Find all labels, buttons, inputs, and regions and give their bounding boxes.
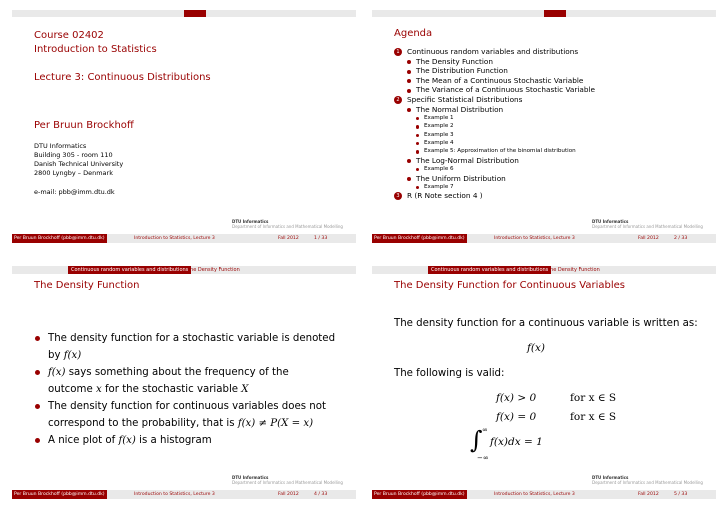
address-line: Danish Technical University — [34, 160, 124, 168]
agenda-example[interactable]: Example 2 — [394, 122, 714, 130]
top-bar — [12, 10, 356, 17]
top-bar — [372, 10, 716, 17]
bullet-item: The density function for a stochastic variable is denoted by f(x) — [34, 330, 344, 364]
bullet-icon — [35, 404, 40, 409]
bullet-icon — [407, 70, 411, 74]
bullet-icon — [407, 60, 411, 64]
course-subject: Introduction to Statistics — [34, 44, 157, 55]
address-line: 2800 Lyngby – Denmark — [34, 169, 113, 177]
bullet-icon — [35, 438, 40, 443]
slide-footer — [372, 490, 716, 499]
agenda-example[interactable]: Example 4 — [394, 139, 714, 147]
bullet-icon — [407, 177, 411, 181]
equation-2-rhs: for x ∈ S — [570, 411, 617, 423]
agenda-example[interactable]: Example 3 — [394, 131, 714, 139]
bullet-icon — [407, 108, 411, 112]
frame-title: The Density Function — [34, 280, 140, 291]
agenda-subsection[interactable]: The Variance of a Continuous Stochastic Variable — [394, 85, 714, 95]
section-navigation — [372, 266, 716, 274]
agenda-example[interactable]: Example 1 — [394, 114, 714, 122]
agenda-subsection[interactable]: The Normal Distribution — [394, 105, 714, 115]
equation-1-rhs: for x ∈ S — [570, 392, 617, 404]
bullet-icon — [407, 89, 411, 93]
equation-1-lhs: f(x) > 0 — [496, 392, 537, 404]
footer-author: Per Bruun Brockhoff (pbb@imm.dtu.dk) — [14, 236, 105, 241]
slide-footer — [372, 234, 716, 243]
footer-title: Introduction to Statistics, Lecture 3 — [134, 492, 215, 497]
top-bar-accent — [544, 10, 566, 17]
bullet-item: A nice plot of f(x) is a histogram — [34, 432, 344, 449]
footer-date: Fall 2012 — [278, 492, 299, 497]
footer-date: Fall 2012 — [278, 236, 299, 241]
slide-agenda — [372, 10, 716, 243]
bullet-item: f(x) says something about the frequency of the outcome x for the stochastic variable X — [34, 364, 344, 398]
integral-lower-limit: −∞ — [477, 454, 489, 462]
agenda-subsection[interactable]: The Density Function — [394, 57, 714, 67]
dtu-logo: DTU Informatics Department of Informatics and Mathematical Modelling — [232, 475, 343, 485]
bullet-icon — [416, 134, 419, 137]
agenda-example[interactable]: Example 7 — [394, 183, 714, 191]
bullet-icon — [416, 186, 419, 189]
slide-density-continuous — [372, 266, 716, 499]
agenda-example[interactable]: Example 6 — [394, 165, 714, 173]
lecture-title: Lecture 3: Continuous Distributions — [34, 72, 211, 83]
footer-page: 2 / 33 — [674, 236, 688, 241]
footer-title: Introduction to Statistics, Lecture 3 — [494, 236, 575, 241]
section-number-badge: 3 — [394, 192, 402, 200]
footer-date: Fall 2012 — [638, 236, 659, 241]
bullet-icon — [407, 79, 411, 83]
address-line: Building 305 - room 110 — [34, 151, 113, 159]
dtu-logo: DTU Informatics Department of Informatics and Mathematical Modelling — [232, 219, 343, 229]
footer-page: 5 / 33 — [674, 492, 688, 497]
bullet-icon — [416, 150, 419, 153]
bullet-icon — [416, 125, 419, 128]
equation-2-lhs: f(x) = 0 — [496, 411, 537, 423]
slide-density-function — [12, 266, 356, 499]
agenda-section[interactable]: 2 Specific Statistical Distributions — [394, 95, 714, 105]
bullet-icon — [416, 117, 419, 120]
course-number: Course 02402 — [34, 30, 104, 41]
nav-subsection-link[interactable]: The Density Function — [187, 267, 240, 273]
integral-upper-limit: ∞ — [482, 426, 488, 434]
dtu-logo: DTU Informatics Department of Informatics and Mathematical Modelling — [592, 219, 703, 229]
slide-title — [12, 10, 356, 243]
top-bar-accent — [184, 10, 206, 17]
integral-sign-icon: ∫ — [470, 426, 483, 454]
slide-footer — [12, 490, 356, 499]
nav-section-link[interactable]: Continuous random variables and distributions — [428, 266, 551, 274]
integral-body: f(x)dx = 1 — [490, 436, 543, 448]
nav-section-link[interactable]: Continuous random variables and distributions — [68, 266, 191, 274]
agenda-example[interactable]: Example 5: Approximation of the binomial distribution — [394, 147, 714, 155]
frame-title: The Density Function for Continuous Variables — [394, 280, 625, 291]
footer-page: 4 / 33 — [314, 492, 328, 497]
agenda-list — [394, 47, 714, 201]
density-symbol: f(x) — [527, 342, 546, 354]
footer-author: Per Bruun Brockhoff (pbb@imm.dtu.dk) — [374, 236, 465, 241]
nav-subsection-link[interactable]: The Density Function — [547, 267, 600, 273]
intro-text: The density function for a continuous variable is written as: — [394, 318, 698, 329]
address-line: DTU Informatics — [34, 142, 87, 150]
footer-page: 1 / 33 — [314, 236, 328, 241]
bullet-icon — [35, 370, 40, 375]
bullet-icon — [416, 142, 419, 145]
footer-date: Fall 2012 — [638, 492, 659, 497]
valid-text: The following is valid: — [394, 368, 505, 379]
agenda-subsection[interactable]: The Log-Normal Distribution — [394, 156, 714, 166]
section-number-badge: 1 — [394, 48, 402, 56]
section-number-badge: 2 — [394, 96, 402, 104]
bullet-item: The density function for continuous variables does not correspond to the probability, that is f(x) ≠ P(X = x) — [34, 398, 344, 432]
slide-footer — [12, 234, 356, 243]
agenda-section[interactable]: 1 Continuous random variables and distributions — [394, 47, 714, 57]
agenda-title: Agenda — [394, 28, 433, 39]
bullet-icon — [416, 168, 419, 171]
bullet-icon — [35, 336, 40, 341]
footer-title: Introduction to Statistics, Lecture 3 — [494, 492, 575, 497]
presenter-name: Per Bruun Brockhoff — [34, 120, 134, 131]
section-navigation — [12, 266, 356, 274]
agenda-subsection[interactable]: The Mean of a Continuous Stochastic Variable — [394, 76, 714, 86]
agenda-section[interactable]: 3 R (R Note section 4 ) — [394, 191, 714, 201]
agenda-subsection[interactable]: The Uniform Distribution — [394, 174, 714, 184]
presenter-address — [34, 142, 123, 178]
agenda-subsection[interactable]: The Distribution Function — [394, 66, 714, 76]
presenter-email: e-mail: pbb@imm.dtu.dk — [34, 188, 115, 196]
bullet-icon — [407, 159, 411, 163]
dtu-logo: DTU Informatics Department of Informatics and Mathematical Modelling — [592, 475, 703, 485]
footer-title: Introduction to Statistics, Lecture 3 — [134, 236, 215, 241]
footer-author: Per Bruun Brockhoff (pbb@imm.dtu.dk) — [14, 492, 105, 497]
footer-author: Per Bruun Brockhoff (pbb@imm.dtu.dk) — [374, 492, 465, 497]
